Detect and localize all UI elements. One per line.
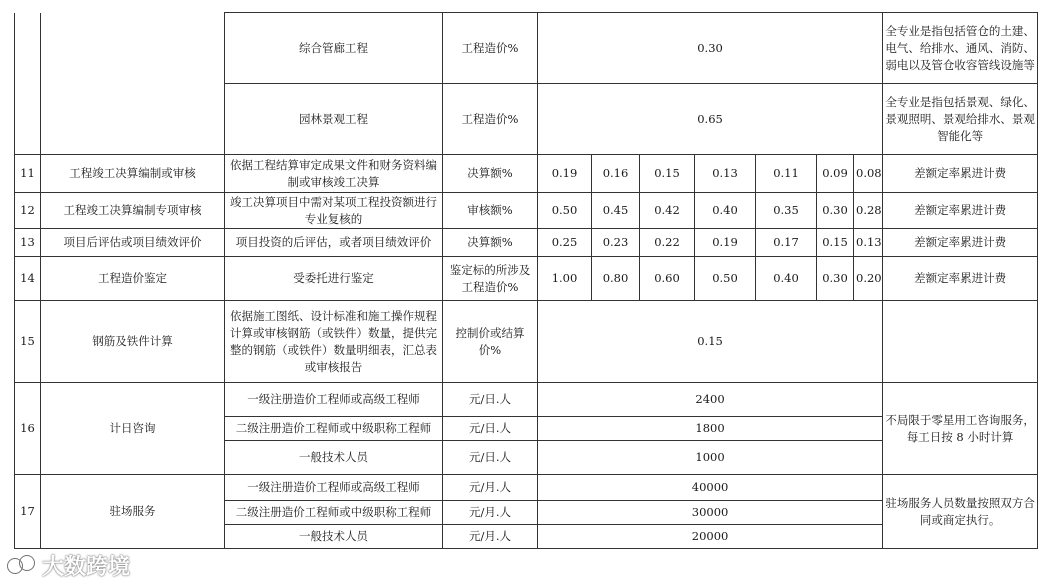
item-name-cell: 钢筋及铁件计算 <box>41 301 225 383</box>
rate-cell: 0.40 <box>756 257 817 301</box>
rate-cell: 0.11 <box>756 155 817 193</box>
rate-cell: 0.19 <box>695 229 756 257</box>
rate-cell: 0.42 <box>640 193 695 229</box>
item-name-cell: 工程竣工决算编制专项审核 <box>41 193 225 229</box>
basis-cell: 决算额% <box>443 155 538 193</box>
note-cell <box>883 301 1038 383</box>
rate-cell: 0.25 <box>538 229 592 257</box>
item-name-cell: 驻场服务 <box>41 475 225 549</box>
unit-cell: 元/日.人 <box>443 441 538 475</box>
row-number-cell: 11 <box>15 155 41 193</box>
rate-cell: 0.15 <box>640 155 695 193</box>
row-number-cell: 16 <box>15 383 41 475</box>
rate-cell: 0.22 <box>640 229 695 257</box>
rate-cell: 0.60 <box>640 257 695 301</box>
item-name-cell: 工程竣工决算编制或审核 <box>41 155 225 193</box>
description-cell: 项目投资的后评估，或者项目绩效评价 <box>225 229 443 257</box>
rate-cell: 0.80 <box>592 257 640 301</box>
note-cell: 全专业是指包括景观、绿化、景观照明、景观给排水、景观智能化等 <box>883 84 1038 155</box>
item-name-cell <box>41 13 225 155</box>
role-cell: 二级注册造价工程师或中级职称工程师 <box>225 417 443 441</box>
price-cell: 1800 <box>538 417 883 441</box>
description-cell: 依据工程结算审定成果文件和财务资料编制或审核竣工决算 <box>225 155 443 193</box>
role-cell: 一般技术人员 <box>225 525 443 549</box>
table-row <box>15 383 1038 417</box>
watermark-text: 大数跨境 <box>42 554 131 580</box>
item-name-cell: 工程造价鉴定 <box>41 257 225 301</box>
row-number-cell <box>15 13 41 155</box>
note-cell: 全专业是指包括管仓的土建、电气、给排水、通风、消防、弱电以及管仓收容管线设施等 <box>883 13 1038 84</box>
row-number-cell: 17 <box>15 475 41 549</box>
rate-cell: 0.65 <box>538 84 883 155</box>
row-number-cell: 15 <box>15 301 41 383</box>
table-row <box>15 301 1038 383</box>
service-cell: 综合管廊工程 <box>225 13 443 84</box>
note-cell: 差额定率累进计费 <box>883 257 1038 301</box>
role-cell: 一级注册造价工程师或高级工程师 <box>225 475 443 501</box>
row-number-cell: 12 <box>15 193 41 229</box>
unit-cell: 元/月.人 <box>443 475 538 501</box>
brand-logo-icon <box>6 553 38 577</box>
description-cell: 依据施工图纸、设计标准和施工操作规程计算或审核钢筋（或铁件）数量，提供完整的钢筋（或铁件）数量明细表，汇总表或审核报告 <box>225 301 443 383</box>
rate-cell: 1.00 <box>538 257 592 301</box>
rate-cell: 0.30 <box>538 13 883 84</box>
rate-cell: 0.30 <box>817 257 854 301</box>
rate-cell: 0.13 <box>695 155 756 193</box>
unit-cell: 元/月.人 <box>443 525 538 549</box>
row-number-cell: 14 <box>15 257 41 301</box>
basis-cell: 审核额% <box>443 193 538 229</box>
unit-cell: 元/日.人 <box>443 417 538 441</box>
basis-cell: 鉴定标的所涉及工程造价% <box>443 257 538 301</box>
rate-cell: 0.15 <box>538 301 883 383</box>
item-name-cell: 项目后评估或项目绩效评价 <box>41 229 225 257</box>
rate-cell: 0.50 <box>695 257 756 301</box>
fee-standard-table <box>14 12 1038 549</box>
rate-cell: 0.30 <box>817 193 854 229</box>
basis-cell: 控制价或结算价% <box>443 301 538 383</box>
table-row <box>15 13 1038 84</box>
rate-cell: 0.09 <box>817 155 854 193</box>
note-cell: 差额定率累进计费 <box>883 155 1038 193</box>
price-cell: 1000 <box>538 441 883 475</box>
rate-cell: 0.16 <box>592 155 640 193</box>
table-row <box>15 475 1038 501</box>
note-cell: 不局限于零星用工咨询服务，每工日按 8 小时计算 <box>883 383 1038 475</box>
rate-cell: 0.20 <box>854 257 883 301</box>
role-cell: 二级注册造价工程师或中级职称工程师 <box>225 501 443 525</box>
watermark <box>6 550 130 580</box>
note-cell: 差额定率累进计费 <box>883 193 1038 229</box>
rate-cell: 0.50 <box>538 193 592 229</box>
rate-cell: 0.35 <box>756 193 817 229</box>
rate-cell: 0.23 <box>592 229 640 257</box>
price-cell: 30000 <box>538 501 883 525</box>
rate-cell: 0.13 <box>854 229 883 257</box>
table-row <box>15 155 1038 193</box>
service-cell: 园林景观工程 <box>225 84 443 155</box>
note-cell: 差额定率累进计费 <box>883 229 1038 257</box>
rate-cell: 0.17 <box>756 229 817 257</box>
description-cell: 竣工决算项目中需对某项工程投资额进行专业复核的 <box>225 193 443 229</box>
row-number-cell: 13 <box>15 229 41 257</box>
table-row <box>15 229 1038 257</box>
item-name-cell: 计日咨询 <box>41 383 225 475</box>
role-cell: 一般技术人员 <box>225 441 443 475</box>
rate-cell: 0.08 <box>854 155 883 193</box>
rate-cell: 0.28 <box>854 193 883 229</box>
price-cell: 2400 <box>538 383 883 417</box>
role-cell: 一级注册造价工程师或高级工程师 <box>225 383 443 417</box>
rate-cell: 0.19 <box>538 155 592 193</box>
unit-cell: 元/月.人 <box>443 501 538 525</box>
table-row <box>15 193 1038 229</box>
price-cell: 40000 <box>538 475 883 501</box>
basis-cell: 决算额% <box>443 229 538 257</box>
rate-cell: 0.15 <box>817 229 854 257</box>
rate-cell: 0.40 <box>695 193 756 229</box>
basis-cell: 工程造价% <box>443 84 538 155</box>
note-cell: 驻场服务人员数量按照双方合同或商定执行。 <box>883 475 1038 549</box>
unit-cell: 元/日.人 <box>443 383 538 417</box>
rate-cell: 0.45 <box>592 193 640 229</box>
basis-cell: 工程造价% <box>443 13 538 84</box>
table-row <box>15 257 1038 301</box>
price-cell: 20000 <box>538 525 883 549</box>
description-cell: 受委托进行鉴定 <box>225 257 443 301</box>
